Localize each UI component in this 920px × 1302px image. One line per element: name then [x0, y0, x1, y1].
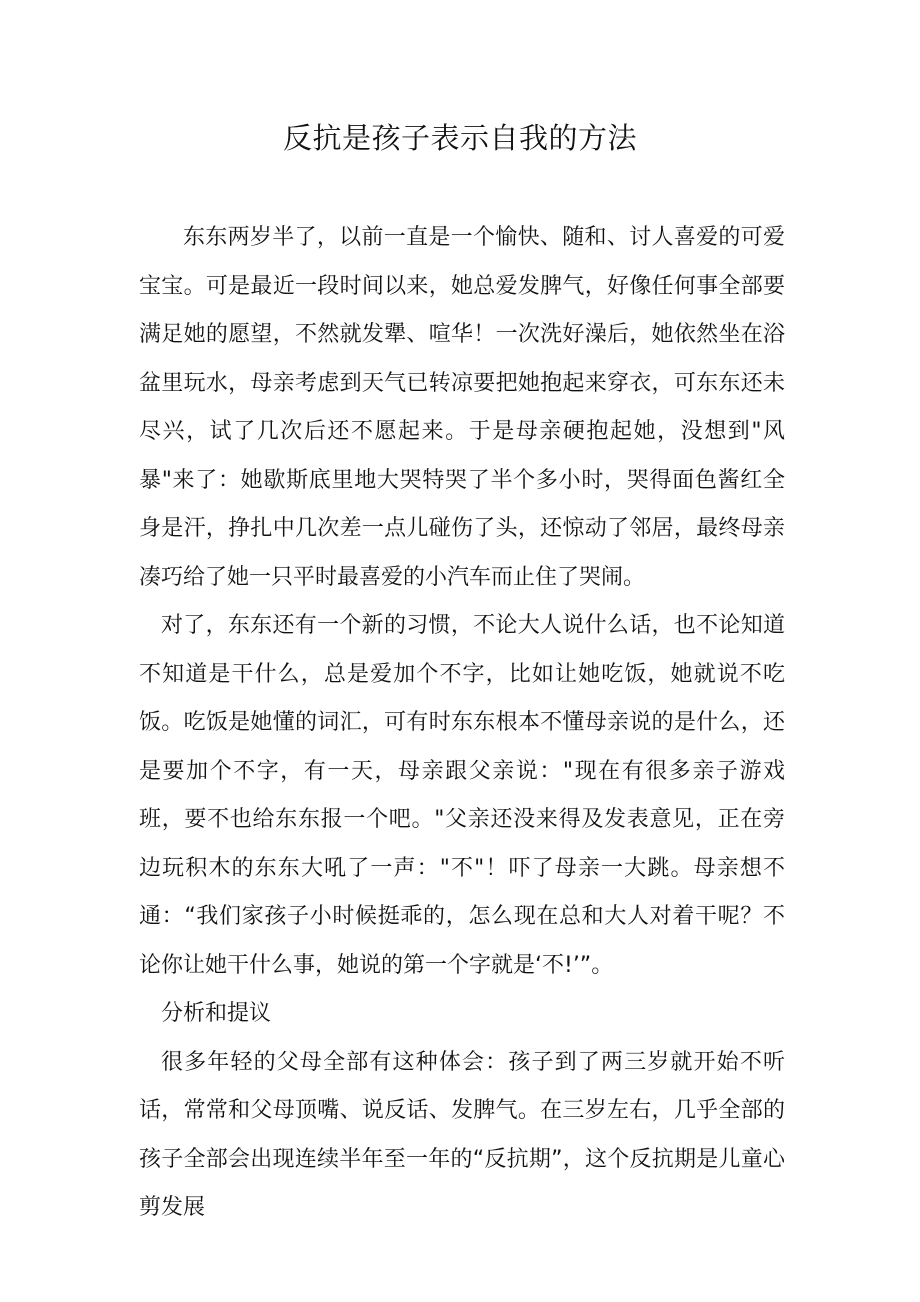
- document-body: [139, 214, 785, 1233]
- paragraph-2: 对了，东东还有一个新的习惯，不论大人说什么话，也不论知道不知道是干什么，总是爱加个不字，比如让她吃饭，她就说不吃饭。吃饭是她懂的词汇，可有时东东根本不懂母亲说的是什么，还是要加个不字，有一天，母亲跟父亲说："现在有很多亲子游戏班，要不也给东东报一个吧。"父亲还没来得及发表意见，正在旁边玩积木的东东大吼了一声："不"！吓了母亲一大跳。母亲想不通：“我们家孩子小时候挺乖的，怎么现在总和大人对着干呢？不论你让她干什么事，她说的第一个字就是‘不!’”。: [139, 613, 785, 978]
- document-title: 反抗是孩子表示自我的方法: [282, 121, 637, 155]
- paragraph-3: 很多年轻的父母全部有这种体会：孩子到了两三岁就开始不听话，常常和父母顶嘴、说反话、发脾气。在三岁左右，几乎全部的孩子全部会出现连续半年至一年的“反抗期”，这个反抗期是儿童心剪发展: [139, 1049, 785, 1220]
- section-heading-analysis: 分析和提议: [161, 1001, 272, 1026]
- paragraph-1: 东东两岁半了，以前一直是一个愉快、随和、讨人喜爱的可爱宝宝。可是最近一段时间以来，她总爱发脾气，好像任何事全部要满足她的愿望，不然就发犟、喧华！一次洗好澡后，她依然坐在浴盆里玩水，母亲考虑到天气已转凉要把她抱起来穿衣，可东东还未尽兴，试了几次后还不愿起来。于是母亲硬抱起她，没想到"风暴"来了：她歇斯底里地大哭特哭了半个多小时，哭得面色酱红全身是汗，挣扎中几次差一点儿碰伤了头，还惊动了邻居，最终母亲凑巧给了她一只平时最喜爱的小汽车而止住了哭闹。: [139, 225, 785, 590]
